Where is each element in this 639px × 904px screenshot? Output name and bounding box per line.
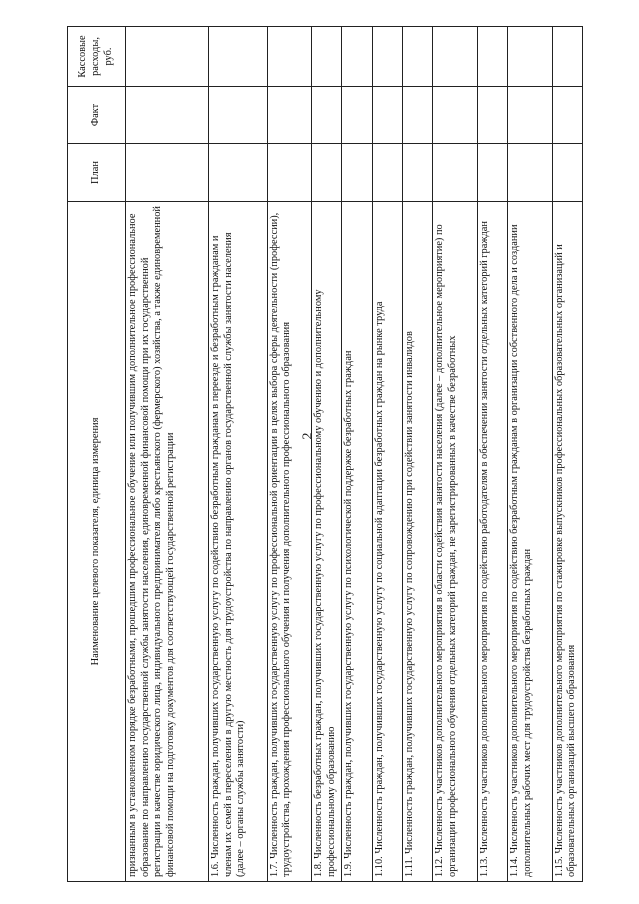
row-fact	[433, 87, 477, 144]
row-fact	[208, 87, 267, 144]
table-row	[508, 27, 552, 882]
row-cash	[342, 27, 372, 87]
row-name: 1.8. Численность безработных граждан, получивших государственную услугу по профессиональному обучению и дополнительному профессиональному образованию	[312, 202, 342, 882]
row-plan	[342, 144, 372, 202]
row-name: 1.7. Численность граждан, получивших государственную услугу по профессиональной ориентации в целях выбора сферы деятельности (профессии), трудоустройства, прохождения профессионального обучения и получения дополнительного профессионального образования	[267, 202, 311, 882]
header-fact: Факт	[68, 87, 126, 144]
row-name: 1.13. Численность участников дополнительного мероприятия по содействию работодателям в обеспечении занятости отдельных категорий граждан	[477, 202, 507, 882]
row-plan	[126, 144, 209, 202]
header-name: Наименование целевого показателя, единица измерения	[68, 202, 126, 882]
row-fact	[508, 87, 552, 144]
row-fact	[372, 87, 402, 144]
table-row	[552, 27, 582, 882]
row-fact	[267, 87, 311, 144]
row-plan	[477, 144, 507, 202]
page-number: 2	[300, 432, 316, 440]
row-name: 1.12. Численность участников дополнительного мероприятия в области содействия занятости населения (далее – дополнительное мероприятие) по организации профессионального обучения отдельных категорий граждан, не зарегистрированных в качестве безработных	[433, 202, 477, 882]
rotated-page-content	[67, 27, 583, 882]
row-name: 1.11. Численность граждан, получивших государственную услугу по сопровождению при содействии занятости инвалидов	[403, 202, 433, 882]
row-fact	[403, 87, 433, 144]
row-cash	[372, 27, 402, 87]
header-cash: Кассовые расходы, руб.	[68, 27, 126, 87]
row-plan	[403, 144, 433, 202]
row-name: 1.15. Численность участников дополнительного мероприятия по стажировке выпускников профессиональных образовательных организаций и образовательных организаций высшего образования	[552, 202, 582, 882]
row-name: 1.14. Численность участников дополнительного мероприятия по содействию безработным гражданам в организации собственного дела и создании дополнительных рабочих мест для трудоустройства безработных граждан	[508, 202, 552, 882]
row-fact	[552, 87, 582, 144]
table-row	[267, 27, 311, 882]
table-row	[126, 27, 209, 882]
table-row	[403, 27, 433, 882]
row-cash	[508, 27, 552, 87]
row-fact	[126, 87, 209, 144]
row-plan	[508, 144, 552, 202]
row-cash	[433, 27, 477, 87]
table-header-row	[68, 27, 126, 882]
row-cash	[267, 27, 311, 87]
table-row	[312, 27, 342, 882]
row-cash	[126, 27, 209, 87]
row-name: 1.10. Численность граждан, получивших государственную услугу по социальной адаптации безработных граждан на рынке труда	[372, 202, 402, 882]
row-cash	[312, 27, 342, 87]
table-row	[433, 27, 477, 882]
row-fact	[312, 87, 342, 144]
table-row	[372, 27, 402, 882]
row-name: 1.9. Численность граждан, получивших государственную услугу по психологической поддержке безработных граждан	[342, 202, 372, 882]
row-cash	[208, 27, 267, 87]
row-plan	[433, 144, 477, 202]
row-plan	[312, 144, 342, 202]
row-cash	[403, 27, 433, 87]
row-fact	[477, 87, 507, 144]
row-cash	[477, 27, 507, 87]
row-plan	[208, 144, 267, 202]
row-cash	[552, 27, 582, 87]
table-row	[342, 27, 372, 882]
row-plan	[552, 144, 582, 202]
header-plan: План	[68, 144, 126, 202]
indicators-table	[67, 26, 583, 882]
row-plan	[372, 144, 402, 202]
table-row	[208, 27, 267, 882]
row-name: 1.6. Численность граждан, получивших государственную услугу по содействию безработным гражданам в переезде и безработным гражданам и членам их семей в переселении в другую местность для трудоустройства по направлению органов государственной службы занятости населения (далее – органы службы занятости)	[208, 202, 267, 882]
row-plan	[267, 144, 311, 202]
row-name: признанным в установленном порядке безработными, прошедшим профессиональное обучение или получившим дополнительное профессиональное образование по направлению государственной службы занятости населения, единовременной финансовой помощи при их государственной регистрации в качестве юридического лица, индивидуального предпринимателя либо крестьянского (фермерского) хозяйства, а также единовременной финансовой помощи на подготовку документов для соответствующей государственной регистрации	[126, 202, 209, 882]
table-row	[477, 27, 507, 882]
row-fact	[342, 87, 372, 144]
